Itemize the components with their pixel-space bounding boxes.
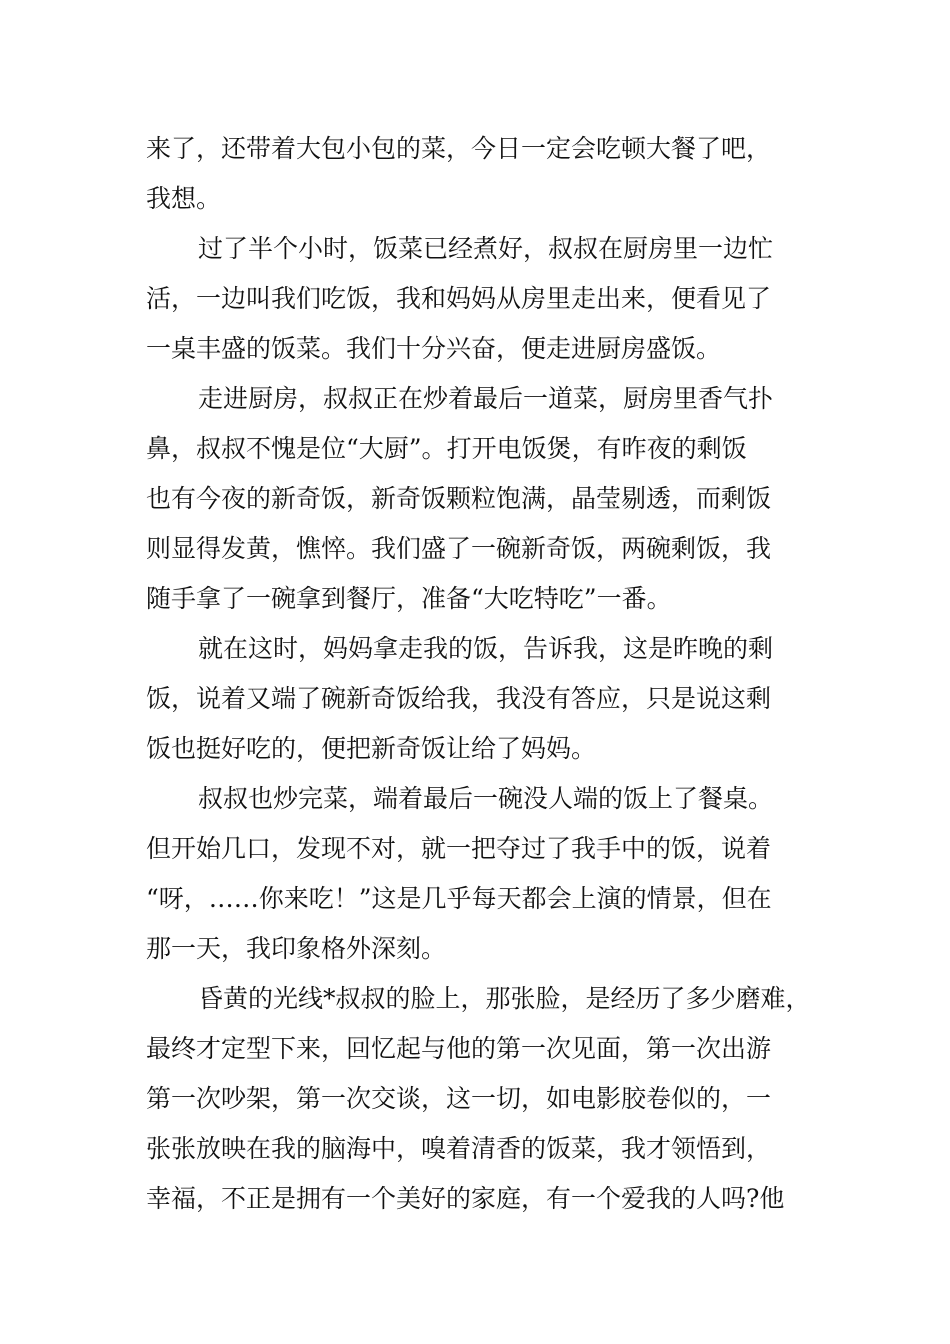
text-line: 鼻，叔叔不愧是位“大厨”。打开电饭煲，有昨夜的剩饭 bbox=[146, 434, 747, 463]
text-line: 饭，说着又端了碗新奇饭给我，我没有答应，只是说这剩 bbox=[146, 684, 772, 713]
paragraph-first-line: 叔叔也炒完菜，端着最后一碗没人端的饭上了餐桌。 bbox=[198, 784, 774, 813]
text-line: 但开始几口，发现不对，就一把夺过了我手中的饭，说着 bbox=[146, 834, 772, 863]
text-line: 来了，还带着大包小包的菜，今日一定会吃顿大餐了吧， bbox=[146, 134, 772, 163]
text-line: “呀，……你来吃！”这是几乎每天都会上演的情景，但在 bbox=[146, 884, 772, 913]
text-line: 第一次吵架，第一次交谈，这一切，如电影胶卷似的，一 bbox=[146, 1084, 772, 1113]
text-line: 我想。 bbox=[146, 184, 222, 213]
text-line: 则显得发黄，憔悴。我们盛了一碗新奇饭，两碗剩饭，我 bbox=[146, 534, 772, 563]
text-line: 活，一边叫我们吃饭，我和妈妈从房里走出来，便看见了 bbox=[146, 284, 772, 313]
text-line: 张张放映在我的脑海中，嗅着清香的饭菜，我才领悟到， bbox=[146, 1134, 772, 1163]
text-line: 那一天，我印象格外深刻。 bbox=[146, 934, 447, 963]
text-line: 幸福，不正是拥有一个美好的家庭，有一个爱我的人吗?他 bbox=[146, 1184, 785, 1213]
paragraph-first-line: 就在这时，妈妈拿走我的饭，告诉我，这是昨晚的剩 bbox=[198, 634, 774, 663]
text-line: 一桌丰盛的饭菜。我们十分兴奋，便走进厨房盛饭。 bbox=[146, 334, 722, 363]
text-line: 饭也挺好吃的，便把新奇饭让给了妈妈。 bbox=[146, 734, 597, 763]
paragraph-first-line: 过了半个小时，饭菜已经煮好，叔叔在厨房里一边忙 bbox=[198, 234, 774, 263]
article-body bbox=[146, 124, 836, 1224]
text-line: 也有今夜的新奇饭，新奇饭颗粒饱满，晶莹剔透，而剩饭 bbox=[146, 484, 772, 513]
paragraph-first-line: 昏黄的光线*叔叔的脸上，那张脸，是经历了多少磨难， bbox=[198, 984, 811, 1013]
paragraph-first-line: 走进厨房，叔叔正在炒着最后一道菜，厨房里香气扑 bbox=[198, 384, 774, 413]
text-line: 随手拿了一碗拿到餐厅，准备“大吃特吃”一番。 bbox=[146, 584, 672, 613]
text-line: 最终才定型下来，回忆起与他的第一次见面，第一次出游 bbox=[146, 1034, 772, 1063]
